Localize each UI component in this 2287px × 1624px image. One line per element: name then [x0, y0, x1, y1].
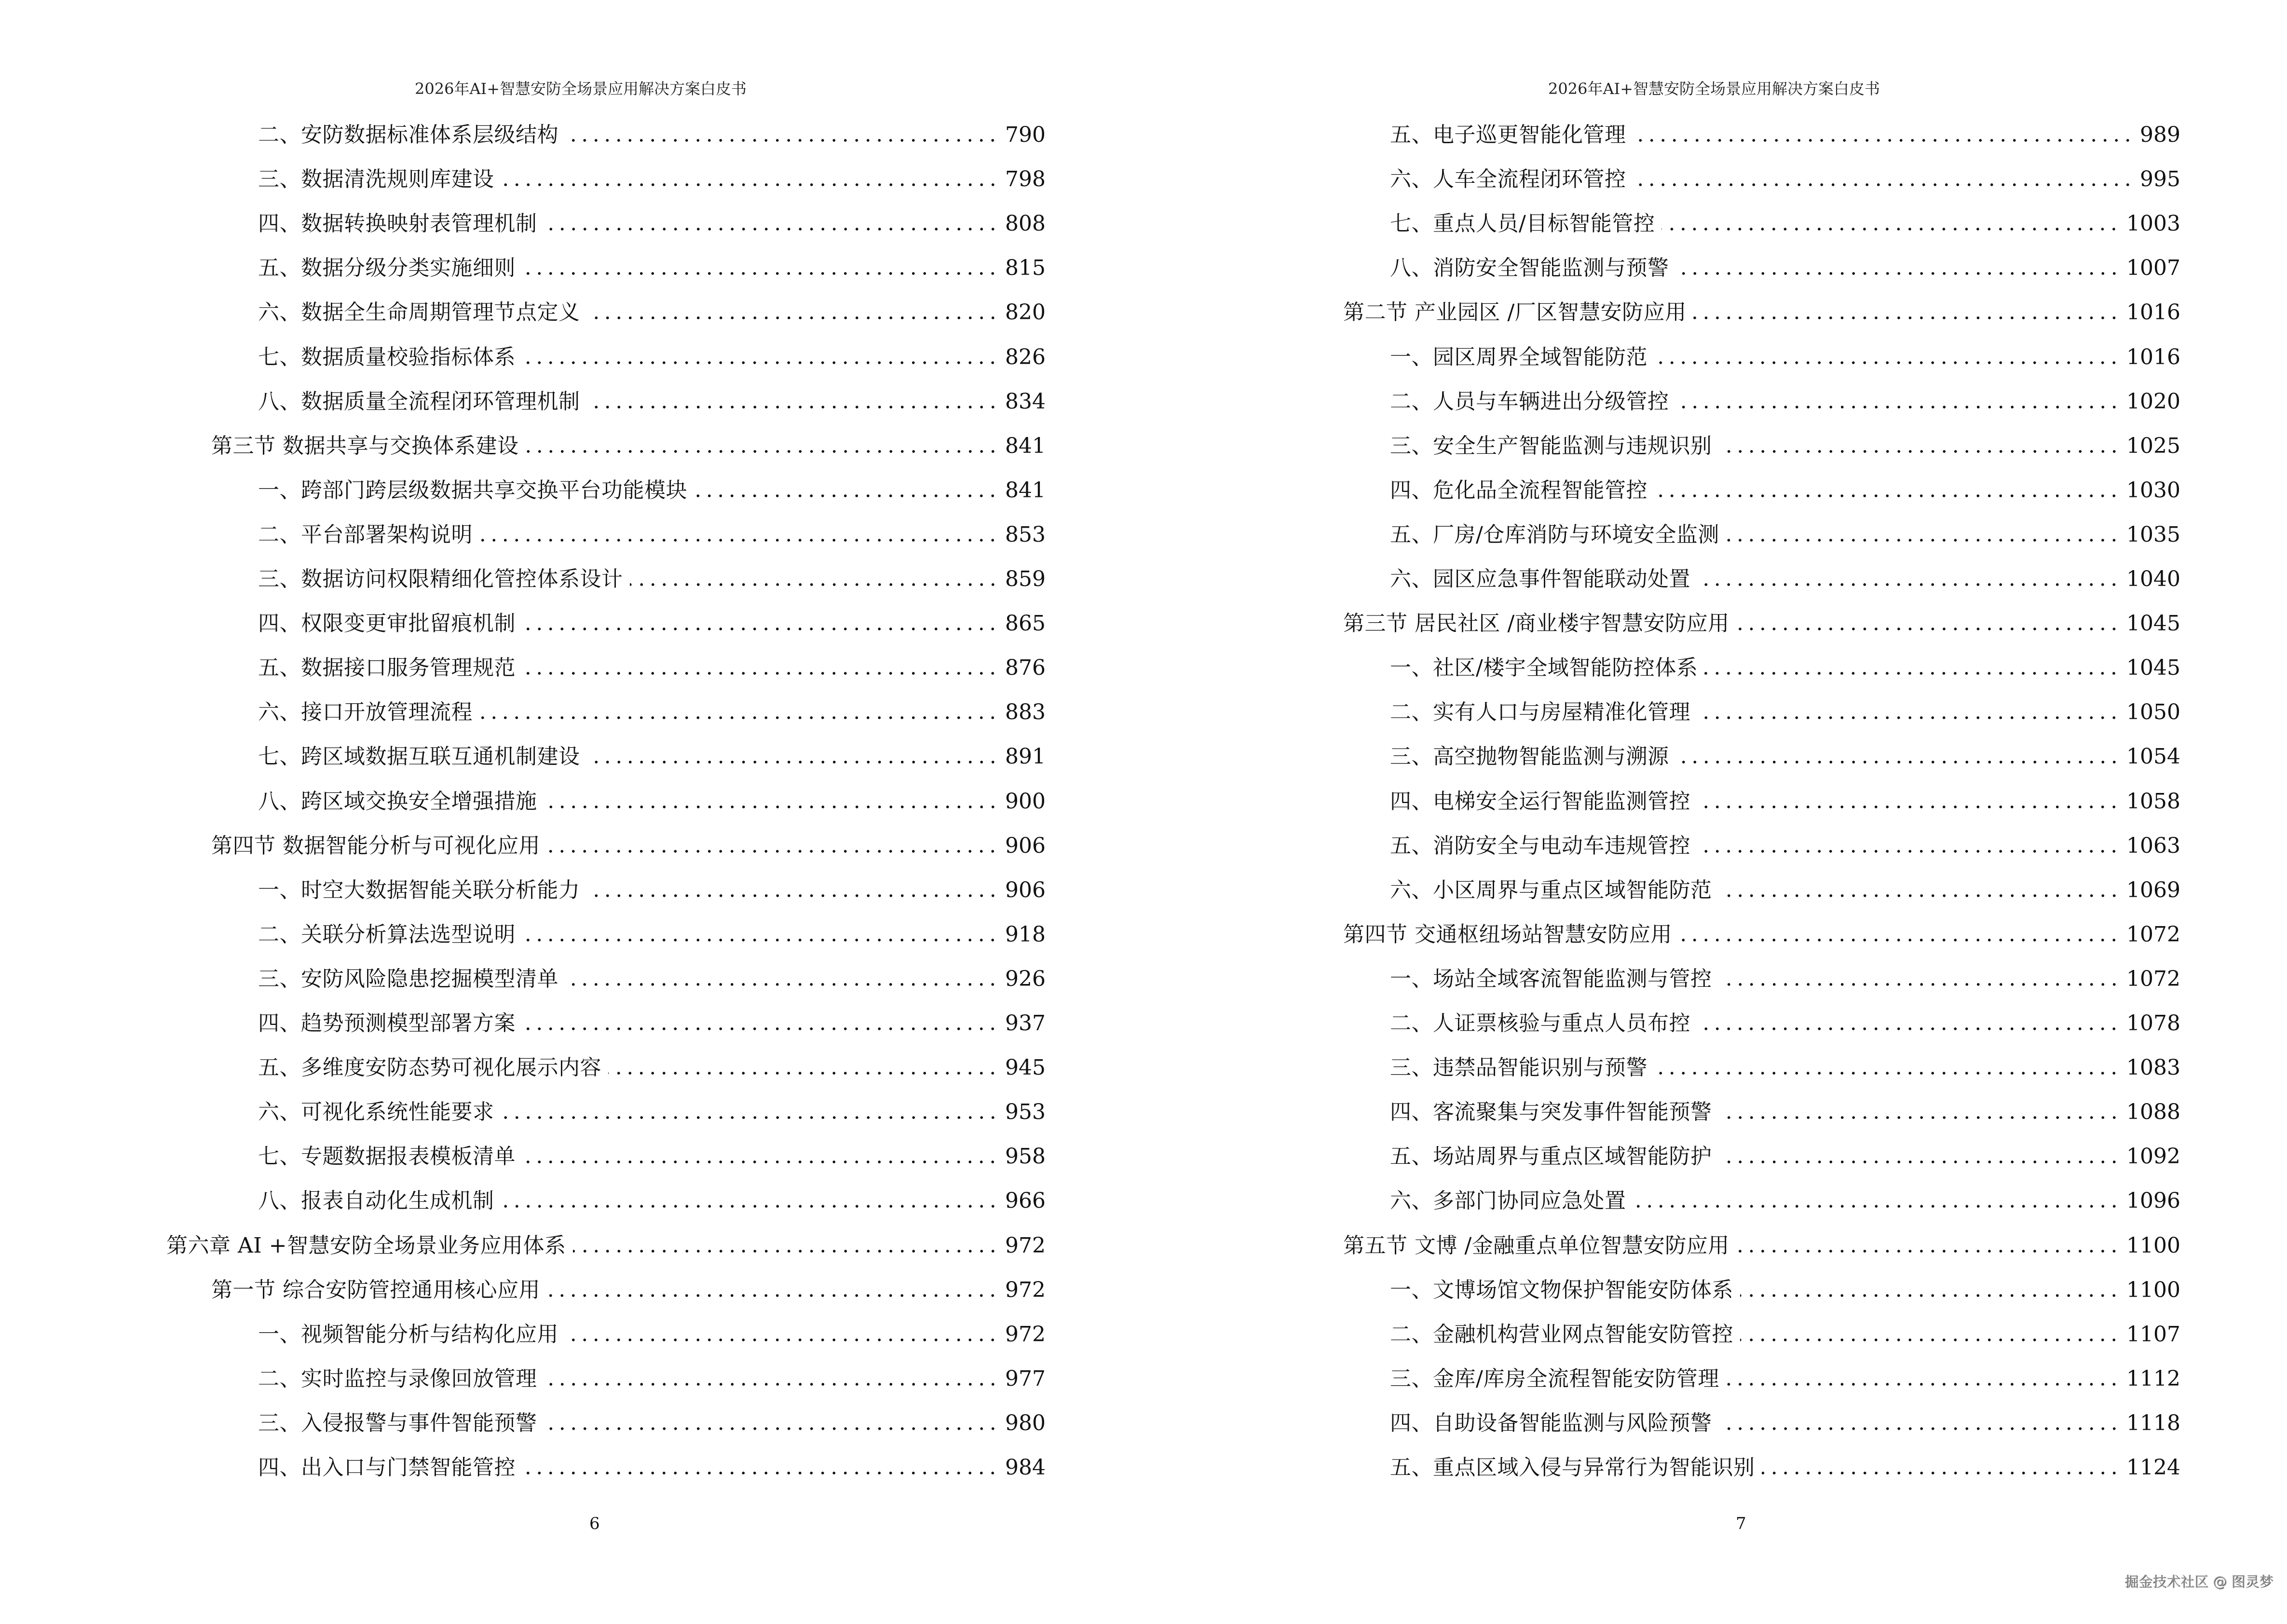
toc-entry-page: 1118	[2126, 1410, 2180, 1435]
toc-entry-item[interactable]	[258, 920, 1046, 949]
toc-entry-item[interactable]	[258, 121, 1046, 150]
dot-leader	[1719, 876, 2120, 905]
dot-leader	[1697, 832, 2120, 860]
toc-entry-title: 七、数据质量校验指标体系	[258, 344, 516, 369]
dot-leader	[1654, 343, 2120, 372]
toc-entry-page: 1083	[2126, 1055, 2180, 1080]
toc-entry-title: 二、人证票核验与重点人员布控	[1390, 1011, 1690, 1036]
dot-leader	[587, 876, 999, 905]
dot-leader	[479, 698, 998, 727]
dot-leader	[587, 387, 999, 416]
dot-leader	[1697, 787, 2120, 816]
toc-entry-title: 三、违禁品智能识别与预警	[1390, 1055, 1647, 1080]
toc-entry-item[interactable]	[1390, 121, 2180, 150]
toc-entry-page: 1045	[2126, 611, 2180, 636]
toc-entry-title: 三、金库/库房全流程智能安防管理	[1390, 1366, 1719, 1391]
toc-entry-item[interactable]	[258, 698, 1046, 727]
dot-leader	[1704, 654, 2120, 682]
toc-entry-title: 四、权限变更审批留痕机制	[258, 611, 516, 636]
toc-entry-item[interactable]	[258, 1320, 1046, 1349]
toc-entry-page: 972	[1005, 1233, 1046, 1258]
toc-entry-title: 五、数据分级分类实施细则	[258, 256, 516, 281]
dot-leader	[587, 742, 999, 771]
toc-entry-item[interactable]	[258, 209, 1046, 238]
toc-entry-page: 1045	[2126, 655, 2180, 681]
toc-entry-page: 966	[1005, 1188, 1046, 1214]
toc-entry-title: 一、跨部门跨层级数据共享交换平台功能模块	[258, 478, 687, 503]
toc-entry-page: 1112	[2126, 1366, 2180, 1391]
dot-leader	[1679, 920, 2120, 949]
watermark: 掘金技术社区 @ 图灵梦	[2124, 1573, 2273, 1590]
toc-entry-title: 四、自助设备智能监测与风险预警	[1390, 1410, 1712, 1435]
toc-entry-item[interactable]	[258, 387, 1046, 416]
toc-entry-page: 1124	[2126, 1455, 2180, 1480]
dot-leader	[573, 1231, 999, 1260]
dot-leader	[694, 476, 998, 505]
toc-entry-title: 五、厂房/仓库消防与环境安全监测	[1390, 522, 1719, 547]
toc-entry-item[interactable]	[1390, 1276, 2180, 1305]
toc-entry-section[interactable]	[1343, 298, 2180, 327]
toc-entry-page: 989	[2140, 123, 2180, 147]
toc-entry-item[interactable]	[258, 298, 1046, 327]
toc-entry-title: 八、数据质量全流程闭环管理机制	[258, 389, 580, 414]
toc-entry-page: 841	[1005, 433, 1046, 458]
toc-entry-title: 四、电梯安全运行智能监测管控	[1390, 789, 1690, 814]
toc-entry-item[interactable]	[1390, 254, 2180, 283]
toc-entry-title: 第六章 AI +智慧安防全场景业务应用体系	[166, 1233, 566, 1258]
dot-leader	[522, 254, 998, 283]
right-page	[1144, 0, 2287, 1624]
toc-entry-title: 五、多维度安防态势可视化展示内容	[258, 1055, 601, 1080]
toc-entry-page: 1003	[2126, 211, 2180, 236]
running-header: 2026年AI+智慧安防全场景应用解决方案白皮书	[415, 80, 747, 98]
toc-entry-chapter[interactable]	[166, 1231, 1046, 1260]
dot-leader	[1654, 1053, 2120, 1082]
toc-entry-page: 1058	[2126, 789, 2180, 814]
toc-entry-item[interactable]	[258, 876, 1046, 905]
toc-entry-item[interactable]	[1390, 787, 2180, 816]
toc-entry-page: 980	[1005, 1410, 1046, 1435]
dot-leader	[526, 432, 999, 461]
dot-leader	[522, 654, 998, 682]
toc-entry-title: 第三节 数据共享与交换体系建设	[211, 433, 519, 458]
toc-entry-item[interactable]	[258, 787, 1046, 816]
toc-entry-item[interactable]	[1390, 209, 2180, 238]
toc-entry-item[interactable]	[1390, 1053, 2180, 1082]
dot-leader	[1697, 1009, 2120, 1038]
toc-entry-item[interactable]	[258, 1365, 1046, 1393]
toc-entry-item[interactable]	[258, 520, 1046, 549]
toc-entry-item[interactable]	[1390, 432, 2180, 461]
toc-entry-page: 826	[1005, 344, 1046, 369]
toc-entry-title: 一、场站全域客流智能监测与管控	[1390, 966, 1712, 991]
toc-entry-item[interactable]	[1390, 1098, 2180, 1127]
toc-entry-title: 六、园区应急事件智能联动处置	[1390, 567, 1690, 591]
toc-entry-title: 一、时空大数据智能关联分析能力	[258, 877, 580, 902]
toc-entry-page: 865	[1005, 611, 1046, 636]
dot-leader	[565, 965, 998, 994]
toc-entry-title: 五、电子巡更智能化管理	[1390, 123, 1626, 147]
toc-entry-title: 五、消防安全与电动车违规管控	[1390, 833, 1690, 858]
toc-entry-page: 937	[1005, 1011, 1046, 1036]
toc-entry-title: 四、趋势预测模型部署方案	[258, 1011, 516, 1036]
toc-entry-title: 二、实有人口与房屋精准化管理	[1390, 700, 1690, 725]
dot-leader	[544, 1365, 999, 1393]
toc-entry-page: 1050	[2126, 700, 2180, 725]
toc-entry-title: 第三节 居民社区 /商业楼宇智慧安防应用	[1343, 611, 1729, 636]
toc-entry-page: 958	[1005, 1144, 1046, 1169]
toc-entry-title: 七、跨区域数据互联互通机制建设	[258, 744, 580, 769]
dot-leader	[544, 787, 999, 816]
toc-entry-title: 七、专题数据报表模板清单	[258, 1144, 516, 1169]
dot-leader	[1633, 121, 2134, 150]
toc-entry-page: 977	[1005, 1366, 1046, 1391]
toc-entry-item[interactable]	[258, 742, 1046, 771]
toc-entry-page: 883	[1005, 700, 1046, 725]
toc-entry-title: 二、人员与车辆进出分级管控	[1390, 389, 1669, 414]
toc-entry-title: 五、重点区域入侵与异常行为智能识别	[1390, 1455, 1755, 1480]
toc-entry-page: 972	[1005, 1322, 1046, 1347]
toc-entry-page: 926	[1005, 966, 1046, 991]
dot-leader	[547, 832, 998, 860]
toc-entry-item[interactable]	[1390, 654, 2180, 682]
toc-entry-section[interactable]	[1343, 920, 2180, 949]
toc-entry-item[interactable]	[258, 1009, 1046, 1038]
toc-entry-page: 834	[1005, 389, 1046, 414]
toc-entry-item[interactable]	[1390, 1409, 2180, 1438]
toc-entry-title: 六、多部门协同应急处置	[1390, 1188, 1626, 1214]
toc-entry-item[interactable]	[1390, 1009, 2180, 1038]
toc-entry-title: 三、高空抛物智能监测与溯源	[1390, 744, 1669, 769]
toc-entry-page: 1072	[2126, 966, 2180, 991]
toc-entry-item[interactable]	[258, 654, 1046, 682]
toc-entry-section[interactable]	[211, 832, 1046, 860]
toc-entry-page: 900	[1005, 789, 1046, 814]
toc-entry-page: 995	[2140, 167, 2180, 192]
toc-entry-page: 853	[1005, 522, 1046, 547]
toc-entry-title: 三、入侵报警与事件智能预警	[258, 1410, 537, 1435]
toc-entry-page: 1007	[2126, 256, 2180, 281]
dot-leader	[1676, 742, 2120, 771]
toc-entry-item[interactable]	[258, 1098, 1046, 1127]
dot-leader	[1726, 1365, 2120, 1393]
toc-entry-item[interactable]	[1390, 343, 2180, 372]
dot-leader	[522, 920, 998, 949]
dot-leader	[1736, 609, 2120, 638]
toc-entry-page: 953	[1005, 1100, 1046, 1125]
toc-entry-title: 六、数据全生命周期管理节点定义	[258, 300, 580, 325]
toc-entry-title: 第四节 交通枢纽场站智慧安防应用	[1343, 922, 1672, 947]
toc-entry-page: 815	[1005, 256, 1046, 281]
toc-entry-page: 798	[1005, 167, 1046, 192]
toc-entry-title: 第一节 综合安防管控通用核心应用	[211, 1277, 540, 1302]
toc-entry-page: 1107	[2126, 1322, 2180, 1347]
toc-entry-title: 六、小区周界与重点区域智能防范	[1390, 877, 1712, 902]
toc-entry-page: 1100	[2126, 1277, 2180, 1302]
dot-leader	[1661, 209, 2120, 238]
toc-entry-page: 1030	[2126, 478, 2180, 503]
toc-entry-title: 三、数据清洗规则库建设	[258, 167, 494, 192]
toc-entry-section[interactable]	[1343, 1231, 2180, 1260]
dot-leader	[1762, 1453, 2120, 1482]
toc-entry-title: 四、危化品全流程智能管控	[1390, 478, 1647, 503]
toc-entry-title: 八、报表自动化生成机制	[258, 1188, 494, 1214]
dot-leader	[1676, 387, 2120, 416]
running-header: 2026年AI+智慧安防全场景应用解决方案白皮书	[1548, 80, 1880, 98]
toc-entry-item[interactable]	[258, 1409, 1046, 1438]
toc-entry-section[interactable]	[211, 1276, 1046, 1305]
toc-entry-page: 841	[1005, 478, 1046, 503]
toc-entry-item[interactable]	[1390, 1142, 2180, 1171]
toc-entry-page: 891	[1005, 744, 1046, 769]
dot-leader	[1697, 565, 2120, 594]
toc-entry-title: 四、出入口与门禁智能管控	[258, 1455, 516, 1480]
toc-entry-item[interactable]	[1390, 476, 2180, 505]
page-number: 7	[1736, 1514, 1746, 1533]
toc-entry-page: 1054	[2126, 744, 2180, 769]
dot-leader	[1633, 165, 2134, 194]
toc-entry-page: 1092	[2126, 1144, 2180, 1169]
dot-leader	[544, 209, 999, 238]
toc-entry-page: 808	[1005, 211, 1046, 236]
dot-leader	[565, 121, 998, 150]
toc-entry-title: 八、消防安全智能监测与预警	[1390, 256, 1669, 281]
toc-entry-title: 第二节 产业园区 /厂区智慧安防应用	[1343, 300, 1687, 325]
dot-leader	[630, 565, 999, 594]
toc-entry-item[interactable]	[258, 1187, 1046, 1215]
toc-entry-item[interactable]	[1390, 698, 2180, 727]
toc-entry-item[interactable]	[258, 609, 1046, 638]
toc-entry-title: 二、实时监控与录像回放管理	[258, 1366, 537, 1391]
dot-leader	[479, 520, 998, 549]
dot-leader	[1719, 1409, 2120, 1438]
toc-entry-page: 859	[1005, 567, 1046, 591]
dot-leader	[1719, 1098, 2120, 1127]
toc-entry-title: 二、关联分析算法选型说明	[258, 922, 516, 947]
toc-entry-item[interactable]	[258, 565, 1046, 594]
toc-entry-item[interactable]	[258, 343, 1046, 372]
toc-entry-title: 二、平台部署架构说明	[258, 522, 473, 547]
toc-entry-title: 第四节 数据智能分析与可视化应用	[211, 833, 540, 858]
toc-entry-page: 1096	[2126, 1188, 2180, 1214]
dot-leader	[501, 165, 999, 194]
dot-leader	[1740, 1320, 2120, 1349]
toc-entry-page: 1025	[2126, 433, 2180, 458]
dot-leader	[1697, 698, 2120, 727]
toc-entry-item[interactable]	[1390, 876, 2180, 905]
toc-entry-page: 1088	[2126, 1100, 2180, 1125]
dot-leader	[1740, 1276, 2120, 1305]
dot-leader	[1719, 965, 2120, 994]
toc-entry-page: 1040	[2126, 567, 2180, 591]
toc-entry-item[interactable]	[1390, 387, 2180, 416]
dot-leader	[501, 1098, 999, 1127]
toc-entry-title: 一、文博场馆文物保护智能安防体系	[1390, 1277, 1733, 1302]
toc-entry-title: 五、数据接口服务管理规范	[258, 655, 516, 681]
toc-entry-page: 972	[1005, 1277, 1046, 1302]
toc-entry-page: 790	[1005, 123, 1046, 147]
toc-entry-page: 1069	[2126, 877, 2180, 902]
toc-entry-title: 三、数据访问权限精细化管控体系设计	[258, 567, 623, 591]
toc-entry-item[interactable]	[258, 476, 1046, 505]
toc-entry-title: 二、安防数据标准体系层级结构	[258, 123, 558, 147]
dot-leader	[522, 1453, 998, 1482]
toc-entry-item[interactable]	[1390, 832, 2180, 860]
toc-entry-item[interactable]	[1390, 565, 2180, 594]
toc-entry-page: 1063	[2126, 833, 2180, 858]
toc-entry-title: 六、人车全流程闭环管控	[1390, 167, 1626, 192]
toc-entry-title: 第五节 文博 /金融重点单位智慧安防应用	[1343, 1233, 1729, 1258]
dot-leader	[547, 1276, 998, 1305]
toc-entry-title: 六、接口开放管理流程	[258, 700, 473, 725]
toc-entry-page: 1035	[2126, 522, 2180, 547]
toc-entry-title: 一、园区周界全域智能防范	[1390, 344, 1647, 369]
toc-entry-title: 五、场站周界与重点区域智能防护	[1390, 1144, 1712, 1169]
toc-entry-section[interactable]	[211, 432, 1046, 461]
dot-leader	[1654, 476, 2120, 505]
toc-entry-item[interactable]	[258, 965, 1046, 994]
toc-entry-page: 1016	[2126, 344, 2180, 369]
dot-leader	[1676, 254, 2120, 283]
toc-entry-title: 三、安全生产智能监测与违规识别	[1390, 433, 1712, 458]
toc-entry-title: 一、社区/楼宇全域智能防控体系	[1390, 655, 1698, 681]
toc-entry-title: 八、跨区域交换安全增强措施	[258, 789, 537, 814]
toc-entry-item[interactable]	[1390, 1187, 2180, 1215]
dot-leader	[1736, 1231, 2120, 1260]
dot-leader	[1726, 520, 2120, 549]
toc-entry-page: 1016	[2126, 300, 2180, 325]
dot-leader	[522, 1142, 998, 1171]
toc-entry-item[interactable]	[258, 1053, 1046, 1082]
toc-entry-page: 820	[1005, 300, 1046, 325]
dot-leader	[501, 1187, 999, 1215]
dot-leader	[1633, 1187, 2120, 1215]
toc-entry-item[interactable]	[1390, 1320, 2180, 1349]
dot-leader	[522, 1009, 998, 1038]
toc-entry-item[interactable]	[1390, 965, 2180, 994]
toc-entry-page: 876	[1005, 655, 1046, 681]
toc-entry-page: 906	[1005, 877, 1046, 902]
toc-entry-item[interactable]	[1390, 1453, 2180, 1482]
dot-leader	[1719, 432, 2120, 461]
dot-leader	[587, 298, 999, 327]
toc-entry-item[interactable]	[1390, 1365, 2180, 1393]
dot-leader	[1693, 298, 2120, 327]
toc-entry-page: 1020	[2126, 389, 2180, 414]
toc-entry-page: 1078	[2126, 1011, 2180, 1036]
page-number: 6	[589, 1514, 600, 1533]
toc-entry-page: 1072	[2126, 922, 2180, 947]
toc-entry-page: 906	[1005, 833, 1046, 858]
toc-entry-title: 三、安防风险隐患挖掘模型清单	[258, 966, 558, 991]
toc-entry-page: 945	[1005, 1055, 1046, 1080]
dot-leader	[608, 1053, 998, 1082]
toc-entry-item[interactable]	[258, 254, 1046, 283]
dot-leader	[1719, 1142, 2120, 1171]
toc-entry-page: 984	[1005, 1455, 1046, 1480]
toc-entry-item[interactable]	[258, 165, 1046, 194]
toc-entry-page: 1100	[2126, 1233, 2180, 1258]
toc-entry-title: 七、重点人员/目标智能管控	[1390, 211, 1655, 236]
toc-entry-item[interactable]	[258, 1453, 1046, 1482]
toc-entry-section[interactable]	[1343, 609, 2180, 638]
dot-leader	[522, 609, 998, 638]
dot-leader	[544, 1409, 999, 1438]
toc-entry-title: 六、可视化系统性能要求	[258, 1100, 494, 1125]
toc-entry-title: 四、客流聚集与突发事件智能预警	[1390, 1100, 1712, 1125]
toc-entry-item[interactable]	[1390, 165, 2180, 194]
toc-entry-title: 一、视频智能分析与结构化应用	[258, 1322, 558, 1347]
dot-leader	[565, 1320, 998, 1349]
toc-entry-page: 918	[1005, 922, 1046, 947]
toc-entry-item[interactable]	[258, 1142, 1046, 1171]
toc-entry-title: 二、金融机构营业网点智能安防管控	[1390, 1322, 1733, 1347]
toc-entry-title: 四、数据转换映射表管理机制	[258, 211, 537, 236]
toc-entry-item[interactable]	[1390, 742, 2180, 771]
toc-list	[1144, 0, 2287, 1624]
toc-entry-item[interactable]	[1390, 520, 2180, 549]
dot-leader	[522, 343, 998, 372]
